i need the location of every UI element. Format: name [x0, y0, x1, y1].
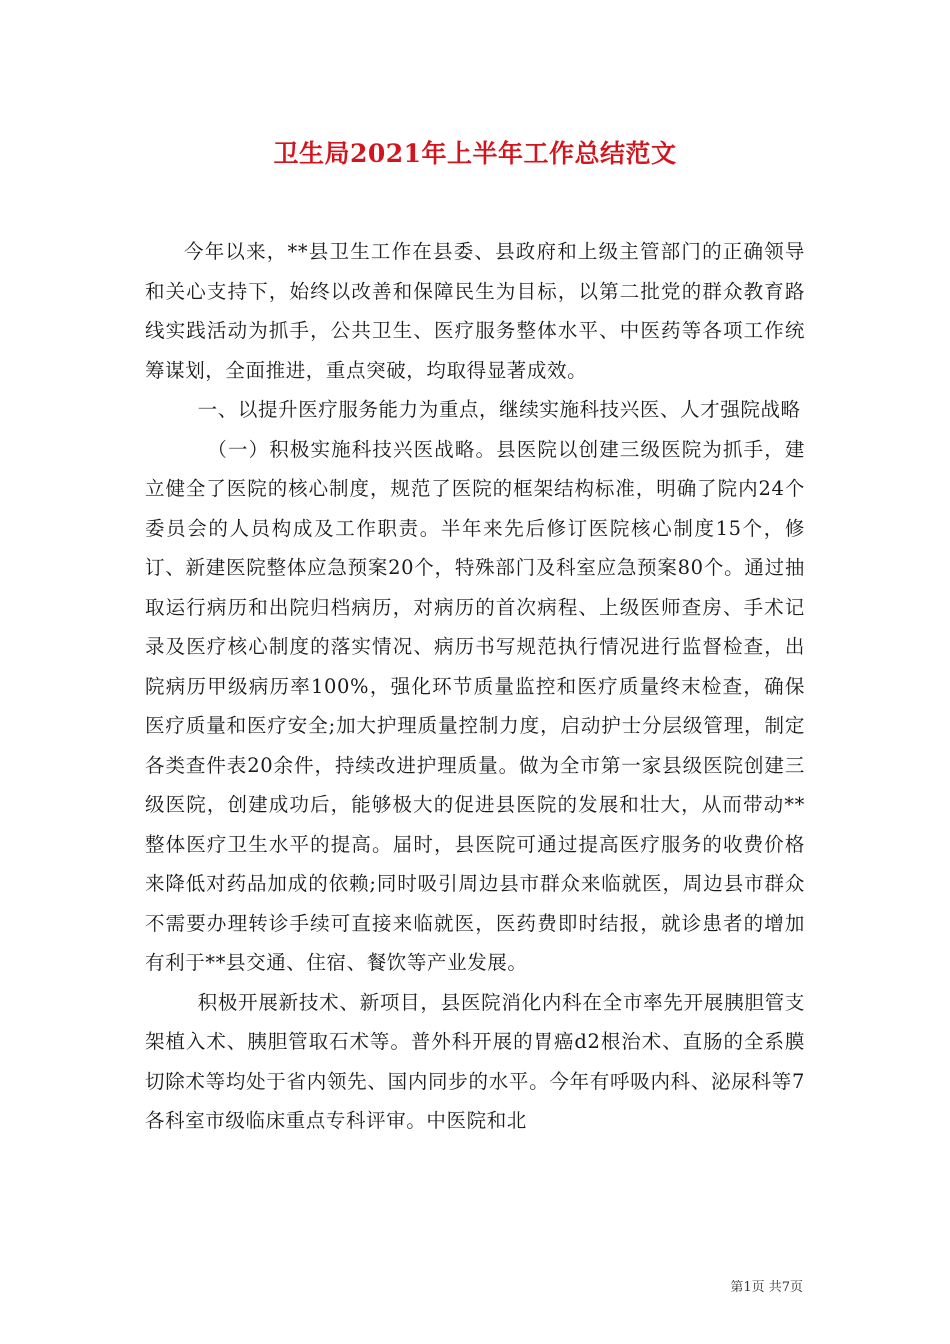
page-number: 第1页 共7页 — [730, 1280, 803, 1295]
page-title: 卫生局2021年上半年工作总结范文 — [273, 139, 677, 168]
section-heading-1: 一、以提升医疗服务能力为重点，继续实施科技兴医、人才强院战略 — [197, 398, 801, 421]
document-body — [145, 232, 805, 1141]
subsection-paragraph-1: （一）积极实施科技兴医战略。县医院以创建三级医院为抓手，建立健全了医院的核心制度，规范了医院的框架结构标准，明确了院内24个委员会的人员构成及工作职责。半年来先后修订医院核心制度15个，修订、新建医院整体应急预案20个，特殊部门及科室应急预案80个。通过抽取运行病历和出院归档病历，对病历的首次病程、上级医师查房、手术记录及医疗核心制度的落实情况、病历书写规范执行情况进行监督检查，出院病历甲级病历率100%，强化环节质量监控和医疗质量终末检查，确保医疗质量和医疗安全;加大护理质量控制力度，启动护士分层级管理，制定各类查件表20余件，持续改进护理质量。做为全市第一家县级医院创建三级医院，创建成功后，能够极大的促进县医院的发展和壮大，从而带动**整体医疗卫生水平的提高。届时，县医院可通过提高医疗服务的收费价格来降低对药品加成的依赖;同时吸引周边县市群众来临就医，周边县市群众不需要办理转诊手续可直接来临就医，医药费即时结报，就诊患者的增加有利于**县交通、住宿、餐饮等产业发展。 — [145, 437, 805, 974]
new-technology-paragraph: 积极开展新技术、新项目，县医院消化内科在全市率先开展胰胆管支架植入术、胰胆管取石术等。普外科开展的胃癌d2根治术、直肠的全系膜切除术等均处于省内领先、国内同步的水平。今年有呼吸内科、泌尿科等7各科室市级临床重点专科评审。中医院和北 — [145, 990, 805, 1132]
intro-paragraph: 今年以来，**县卫生工作在县委、县政府和上级主管部门的正确领导和关心支持下，始终以改善和保障民生为目标，以第二批党的群众教育路线实践活动为抓手，公共卫生、医疗服务整体水平、中医药等各项工作统筹谋划，全面推进，重点突破，均取得显著成效。 — [145, 240, 805, 382]
